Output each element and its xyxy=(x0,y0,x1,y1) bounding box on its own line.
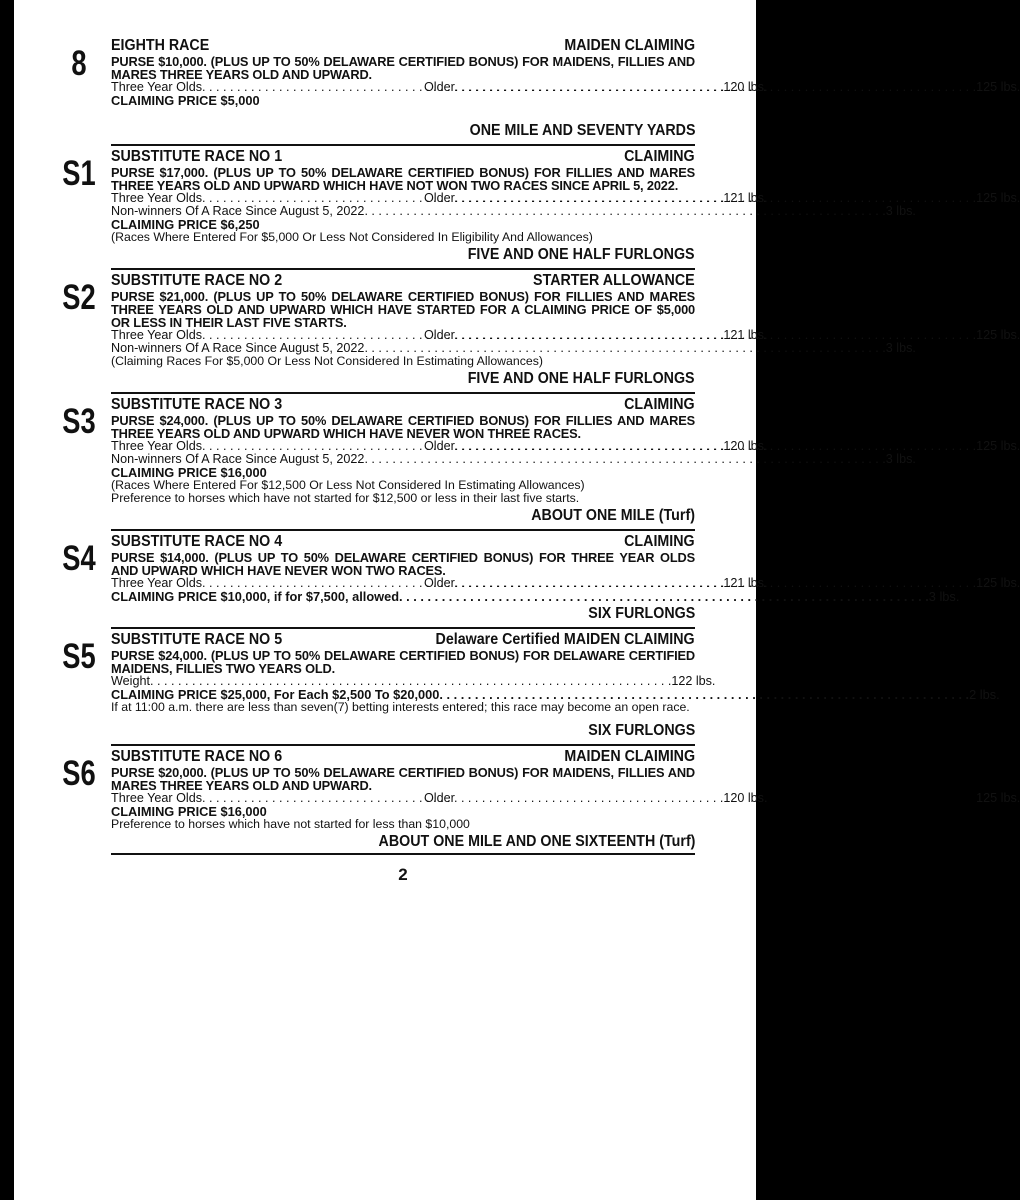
race-distance: ONE MILE AND SEVENTY YARDS xyxy=(469,122,695,139)
older-label: Older xyxy=(424,80,455,94)
race-substitute-3 xyxy=(62,392,1020,525)
race-substitute-1 xyxy=(62,144,1020,264)
older-weight: 125 lbs. xyxy=(976,576,1020,590)
race-note: If at 11:00 a.m. there are less than seven(7) betting interests entered; this race may become an open race. xyxy=(111,700,690,714)
race-title: SUBSTITUTE RACE NO 6 xyxy=(111,748,283,765)
race-substitute-2 xyxy=(62,268,1020,388)
claiming-price: CLAIMING PRICE $16,000 xyxy=(111,465,267,480)
three-year-olds-weight: 120 lbs. xyxy=(723,80,768,94)
race-title: SUBSTITUTE RACE NO 2 xyxy=(111,272,283,289)
race-substitute-5 xyxy=(62,627,1000,740)
race-conditions xyxy=(62,36,1020,885)
older-weight: 125 lbs. xyxy=(976,191,1020,205)
claiming-price: CLAIMING PRICE $16,000 xyxy=(111,804,267,819)
claiming-price: CLAIMING PRICE $5,000 xyxy=(111,93,260,108)
race-number: S6 xyxy=(62,754,96,793)
three-year-olds-weight: 120 lbs. xyxy=(723,791,768,805)
race-purse: PURSE $24,000. (PLUS UP TO 50% DELAWARE CERTIFIED BONUS) FOR FILLIES AND MARES THREE YEARS OLD AND UPWARD WHICH HAVE NEVER WON THREE RACES. xyxy=(111,413,695,441)
race-type: CLAIMING xyxy=(624,148,695,165)
race-header xyxy=(111,532,695,551)
race-header xyxy=(111,36,695,55)
older-weight: 125 lbs. xyxy=(976,439,1020,453)
race-type: MAIDEN CLAIMING xyxy=(564,748,695,765)
race-preference-note: Preference to horses which have not started for $12,500 or less in their last five starts. xyxy=(111,491,580,505)
race-note: (Claiming Races For $5,000 Or Less Not Considered In Estimating Allowances) xyxy=(111,354,543,368)
race-type: MAIDEN CLAIMING xyxy=(564,37,695,54)
race-header xyxy=(111,147,695,166)
race-header xyxy=(111,747,695,766)
race-purse: PURSE $14,000. (PLUS UP TO 50% DELAWARE CERTIFIED BONUS) FOR THREE YEAR OLDS AND UPWARD WHICH HAVE NEVER WON TWO RACES. xyxy=(111,550,695,578)
three-year-olds-label: Three Year Olds xyxy=(111,576,203,590)
race-header xyxy=(111,630,695,649)
older-label: Older xyxy=(424,439,455,453)
page-number: 2 xyxy=(398,865,408,884)
race-purse: PURSE $17,000. (PLUS UP TO 50% DELAWARE CERTIFIED BONUS) FOR FILLIES AND MARES THREE YEARS OLD AND UPWARD WHICH HAVE NOT WON TWO RACES SINCE APRIL 5, 2022. xyxy=(111,165,695,193)
race-type: STARTER ALLOWANCE xyxy=(533,272,695,289)
claiming-price: CLAIMING PRICE $10,000, if for $7,500, allowed xyxy=(111,589,400,604)
three-year-olds-label: Three Year Olds xyxy=(111,791,203,805)
race-number: 8 xyxy=(71,44,87,83)
race-title: SUBSTITUTE RACE NO 4 xyxy=(111,533,283,550)
older-label: Older xyxy=(424,191,455,205)
older-label: Older xyxy=(424,576,455,590)
three-year-olds-label: Three Year Olds xyxy=(111,328,203,342)
three-year-olds-weight: 121 lbs. xyxy=(723,576,768,590)
race-purse: PURSE $10,000. (PLUS UP TO 50% DELAWARE CERTIFIED BONUS) FOR MAIDENS, FILLIES AND MARES THREE YEARS OLD AND UPWARD. xyxy=(111,54,695,82)
race-distance: ABOUT ONE MILE AND ONE SIXTEENTH (Turf) xyxy=(378,833,695,850)
race-purse: PURSE $24,000. (PLUS UP TO 50% DELAWARE CERTIFIED BONUS) FOR DELAWARE CERTIFIED MAIDENS, FILLIES TWO YEARS OLD. xyxy=(111,648,695,676)
race-number: S4 xyxy=(62,539,96,578)
three-year-olds-weight: 120 lbs. xyxy=(723,439,768,453)
claiming-allowance-value: 3 lbs. xyxy=(928,589,960,604)
race-distance: FIVE AND ONE HALF FURLONGS xyxy=(468,246,695,263)
claiming-price: CLAIMING PRICE $6,250 xyxy=(111,217,260,232)
three-year-olds-label: Three Year Olds xyxy=(111,439,203,453)
divider xyxy=(111,853,695,855)
race-note: (Races Where Entered For $12,500 Or Less Not Considered In Estimating Allowances) xyxy=(111,478,585,492)
race-title: SUBSTITUTE RACE NO 5 xyxy=(111,631,283,648)
race-distance: FIVE AND ONE HALF FURLONGS xyxy=(468,370,695,387)
race-eighth xyxy=(71,36,1020,140)
three-year-olds-weight: 121 lbs. xyxy=(723,191,768,205)
race-header xyxy=(111,271,695,290)
race-number: S5 xyxy=(62,637,96,676)
older-label: Older xyxy=(424,328,455,342)
race-purse: PURSE $21,000. (PLUS UP TO 50% DELAWARE CERTIFIED BONUS) FOR FILLIES AND MARES THREE YEARS OLD AND UPWARD WHICH HAVE STARTED FOR A CLAIMING PRICE OF $5,000 OR LESS IN THEIR LAST FIVE STARTS. xyxy=(111,289,695,330)
claiming-price-row xyxy=(111,589,960,604)
allowance-value: 3 lbs. xyxy=(885,341,916,355)
race-header xyxy=(111,395,695,414)
race-title: EIGHTH RACE xyxy=(111,37,210,54)
claiming-price: CLAIMING PRICE $25,000, For Each $2,500 To $20,000 xyxy=(111,687,440,702)
race-substitute-4 xyxy=(62,529,1020,623)
race-title: SUBSTITUTE RACE NO 3 xyxy=(111,396,283,413)
three-year-olds-label: Three Year Olds xyxy=(111,80,203,94)
race-distance: SIX FURLONGS xyxy=(588,722,695,739)
race-substitute-6 xyxy=(62,744,1020,851)
race-distance: SIX FURLONGS xyxy=(588,605,695,622)
older-label: Older xyxy=(424,791,455,805)
allowance-value: 3 lbs. xyxy=(885,204,916,218)
race-number: S3 xyxy=(62,402,96,441)
race-number: S2 xyxy=(62,278,96,317)
weight-label: Weight xyxy=(111,674,150,688)
older-weight: 125 lbs. xyxy=(976,791,1020,805)
allowance-label: Non-winners Of A Race Since August 5, 2022 xyxy=(111,452,365,466)
allowance-label: Non-winners Of A Race Since August 5, 2022 xyxy=(111,341,365,355)
race-number: S1 xyxy=(62,154,96,193)
older-weight: 125 lbs. xyxy=(976,80,1020,94)
race-type: CLAIMING xyxy=(624,533,695,550)
three-year-olds-weight: 121 lbs. xyxy=(723,328,768,342)
allowance-label: Non-winners Of A Race Since August 5, 2022 xyxy=(111,204,365,218)
race-type: Delaware Certified MAIDEN CLAIMING xyxy=(435,631,695,648)
race-title: SUBSTITUTE RACE NO 1 xyxy=(111,148,283,165)
older-weight: 125 lbs. xyxy=(976,328,1020,342)
claiming-allowance-value: 2 lbs. xyxy=(969,687,1000,702)
document-page xyxy=(14,0,1020,1200)
race-note: (Races Where Entered For $5,000 Or Less Not Considered In Eligibility And Allowances) xyxy=(111,230,593,244)
race-distance: ABOUT ONE MILE (Turf) xyxy=(531,507,695,524)
weight-value: 122 lbs. xyxy=(671,674,716,688)
race-purse: PURSE $20,000. (PLUS UP TO 50% DELAWARE CERTIFIED BONUS) FOR MAIDENS, FILLIES AND MARES THREE YEARS OLD AND UPWARD. xyxy=(111,765,695,793)
race-type: CLAIMING xyxy=(624,396,695,413)
race-note: Preference to horses which have not started for less than $10,000 xyxy=(111,817,470,831)
allowance-value: 3 lbs. xyxy=(885,452,916,466)
three-year-olds-label: Three Year Olds xyxy=(111,191,203,205)
